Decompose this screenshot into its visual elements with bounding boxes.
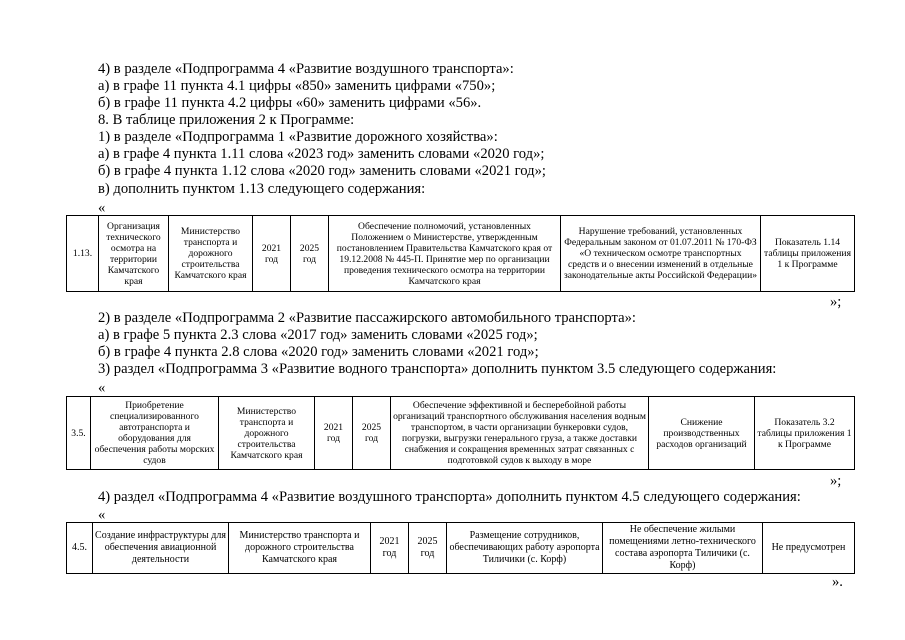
table-row <box>67 523 855 574</box>
cell-name: Приобретение специализированного автотранспорта и оборудования для обеспечения работы морских судов <box>91 397 219 470</box>
cell-executor: Министерство транспорта и дорожного строительства Камчатского края <box>169 216 253 292</box>
cell-number: 1.13. <box>67 216 99 292</box>
cell-end-year: 2025 год <box>353 397 391 470</box>
cell-consequences: Нарушение требований, установленных Федеральным законом от 01.07.2011 № 170-ФЗ «О техническом осмотре транспортных средств и о внесении изменений в отдельные законодательные акты Российской Федерации» <box>561 216 761 292</box>
open-quote: « <box>98 380 106 396</box>
open-quote: « <box>98 200 106 216</box>
cell-executor: Министерство транспорта и дорожного строительства Камчатского края <box>229 523 371 574</box>
open-quote: « <box>98 507 106 523</box>
cell-indicator: Показатель 3.2 таблицы приложения 1 к Программе <box>755 397 855 470</box>
cell-start-year: 2021 год <box>315 397 353 470</box>
cell-result: Размещение сотрудников, обеспечивающих работу аэропорта Тиличики (с. Корф) <box>447 523 603 574</box>
paragraph-line: б) в графе 11 пункта 4.2 цифры «60» заменить цифрами «56». <box>98 95 482 111</box>
cell-start-year: 2021 год <box>253 216 291 292</box>
cell-consequences: Не обеспечение жилыми помещениями летно-технического состава аэропорта Тиличики (с. Корф) <box>603 523 763 574</box>
paragraph-line: а) в графе 11 пункта 4.1 цифры «850» заменить цифрами «750»; <box>98 78 496 94</box>
cell-executor: Министерство транспорта и дорожного строительства Камчатского края <box>219 397 315 470</box>
cell-indicator: Не предусмотрен <box>763 523 855 574</box>
paragraph-line: б) в графе 4 пункта 1.12 слова «2020 год» заменить словами «2021 год»; <box>98 163 546 179</box>
cell-consequences: Снижение производственных расходов организаций <box>649 397 755 470</box>
cell-indicator: Показатель 1.14 таблицы приложения 1 к Программе <box>761 216 855 292</box>
table-row <box>67 397 855 470</box>
close-quote: ». <box>832 574 843 590</box>
paragraph-line: а) в графе 4 пункта 1.11 слова «2023 год» заменить словами «2020 год»; <box>98 146 545 162</box>
paragraph-line: 8. В таблице приложения 2 к Программе: <box>98 112 355 128</box>
paragraph-line: а) в графе 5 пункта 2.3 слова «2017 год» заменить словами «2025 год»; <box>98 327 538 343</box>
paragraph-line: 3) раздел «Подпрограмма 3 «Развитие водного транспорта» дополнить пунктом 3.5 следующего содержания: <box>98 361 777 377</box>
cell-end-year: 2025 год <box>291 216 329 292</box>
cell-number: 4.5. <box>67 523 93 574</box>
paragraph-line: 2) в разделе «Подпрограмма 2 «Развитие пассажирского автомобильного транспорта»: <box>98 310 636 326</box>
paragraph-line: 4) раздел «Подпрограмма 4 «Развитие воздушного транспорта» дополнить пунктом 4.5 следующего содержания: <box>98 489 801 505</box>
close-quote: »; <box>830 473 842 489</box>
cell-result: Обеспечение полномочий, установленных Положением о Министерстве, утвержденным постановлением Правительства Камчатского края от 19.12.2008 № 445-П. Принятие мер по организации проведения технического осмотра на территории Камчатского края <box>329 216 561 292</box>
cell-end-year: 2025 год <box>409 523 447 574</box>
paragraph-line: 4) в разделе «Подпрограмма 4 «Развитие воздушного транспорта»: <box>98 61 514 77</box>
table-row <box>67 216 855 292</box>
table-item-4-5 <box>66 522 855 574</box>
cell-number: 3.5. <box>67 397 91 470</box>
cell-name: Организация технического осмотра на территории Камчатского края <box>99 216 169 292</box>
table-item-1-13 <box>66 215 855 292</box>
paragraph-line: 1) в разделе «Подпрограмма 1 «Развитие дорожного хозяйства»: <box>98 129 498 145</box>
cell-start-year: 2021 год <box>371 523 409 574</box>
close-quote: »; <box>830 294 842 310</box>
table-item-3-5 <box>66 396 855 470</box>
cell-name: Создание инфраструктуры для обеспечения авиационной деятельности <box>93 523 229 574</box>
cell-result: Обеспечение эффективной и бесперебойной работы организаций транспортного обслуживания населения водным транспортом, в части организации бункеровки судов, погрузки, выгрузки генерального груза, а также доставки снабжения и сокращения временных затрат связанных с подготовкой судов к выходу в море <box>391 397 649 470</box>
paragraph-line: в) дополнить пунктом 1.13 следующего содержания: <box>98 181 426 197</box>
paragraph-line: б) в графе 4 пункта 2.8 слова «2020 год» заменить словами «2021 год»; <box>98 344 539 360</box>
